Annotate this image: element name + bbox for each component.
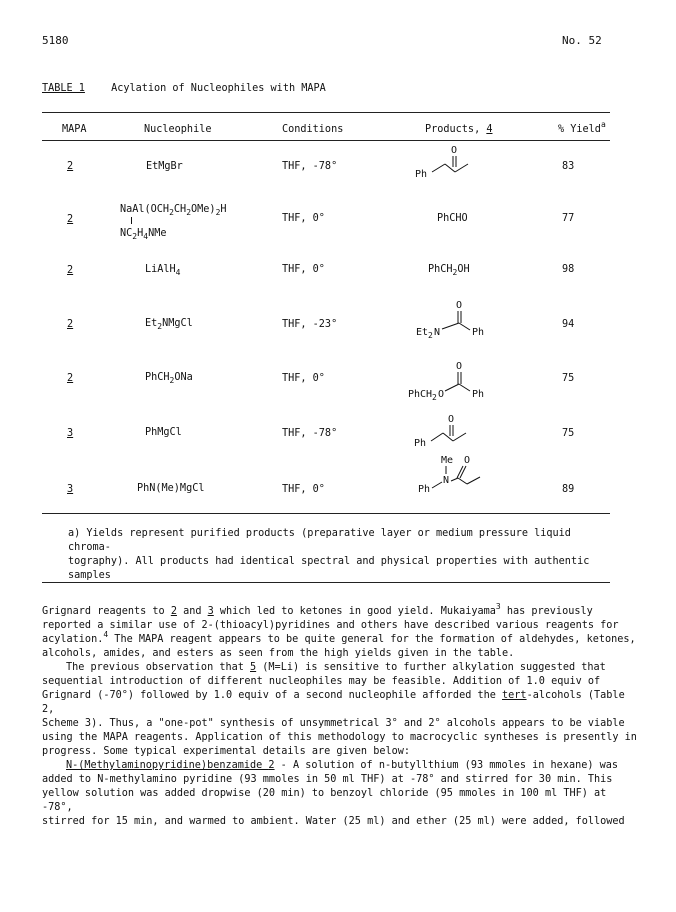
row-6-conditions: THF, -78° [282, 428, 338, 439]
reference-mark: 4 [103, 630, 109, 639]
row-1-product-label-o: O [451, 145, 458, 156]
table-title: Acylation of Nucleophiles with MAPA [111, 83, 326, 94]
text-run: and [176, 606, 208, 617]
row-7-nucleophile: PhN(Me)MgCl [137, 483, 205, 494]
row-6-product-structure [412, 411, 492, 451]
footnote-rule [42, 582, 610, 583]
row-2-nuc-sub: 2 [169, 208, 174, 217]
compound-number: 5 [250, 662, 257, 673]
row-5-nuc-part: ONa [174, 372, 193, 383]
yield-footnote-mark: a [600, 120, 606, 129]
row-7-mapa: 3 [67, 484, 74, 495]
row-4-product-label-sub: 2 [428, 331, 433, 340]
table-header-rule [42, 140, 610, 141]
row-1-product-structure [410, 142, 490, 182]
row-2-product: PhCHO [437, 213, 468, 224]
row-1-conditions: THF, -78° [282, 161, 338, 172]
column-header-yield [558, 120, 606, 137]
row-2-nuc-part: H [137, 228, 144, 239]
text-run: Grignard reagents to [42, 606, 171, 617]
row-1-nucleophile: EtMgBr [146, 161, 183, 172]
row-3-prod-sub: 2 [452, 268, 458, 277]
row-3-mapa: 2 [67, 265, 74, 276]
row-4-product-label-ph: Ph [472, 327, 485, 338]
emphasis-text: N-(Methylaminopyridine)benzamide [66, 760, 269, 771]
text-run: has previously reported a similar use of 2-(thioacyl)pyridines and others have described various reagents for acylation. [42, 606, 619, 645]
row-6-nucleophile: PhMgCl [145, 427, 182, 438]
text-run: The MAPA reagent appears to be quite general for the formation of aldehydes, ketones, alcohols, amides, and esters as seen from the high yields given in the table. [42, 634, 636, 659]
row-2-nuc-part: NC [120, 228, 133, 239]
emphasis-text: tert [502, 690, 527, 701]
row-4-product-label-et: Et [416, 327, 429, 338]
row-6-product-label-o: O [448, 414, 455, 425]
row-3-prod-part: PhCH [428, 264, 453, 275]
row-7-product-label-me: Me [441, 455, 454, 466]
row-7-product-structure [412, 452, 502, 498]
row-7-yield: 89 [562, 484, 575, 495]
row-6-yield: 75 [562, 428, 575, 439]
row-2-nuc-sub: 4 [143, 232, 149, 241]
row-2-nuc-part: OMe) [191, 204, 216, 215]
row-5-product-structure [408, 358, 508, 400]
row-5-product-label-o: O [456, 361, 463, 372]
row-4-product-label-n: N [434, 327, 441, 338]
products-header-text: Products, [425, 124, 487, 135]
paragraph-1 [42, 602, 642, 661]
table-label: TABLE 1 [42, 83, 85, 94]
column-header-products [425, 123, 492, 137]
row-3-product [428, 263, 470, 277]
row-2-nucleophile [120, 203, 227, 241]
column-header-nucleophile: Nucleophile [144, 124, 212, 135]
body-text [42, 602, 642, 829]
table-bottom-rule [42, 513, 610, 514]
row-1-yield: 83 [562, 161, 575, 172]
row-4-nucleophile [145, 317, 193, 331]
row-4-yield: 94 [562, 319, 575, 330]
row-7-product-label-o: O [464, 455, 471, 466]
row-2-nuc-bond [131, 217, 132, 224]
row-5-product-label-phch: PhCH [408, 389, 433, 400]
compound-number: 2 [268, 760, 275, 771]
table-caption [42, 82, 326, 96]
row-4-nuc-part: NMgCl [162, 318, 193, 329]
row-7-product-label-ph: Ph [418, 484, 431, 495]
row-3-nuc-part: LiAlH [145, 264, 176, 275]
row-2-nuc-part: H [220, 204, 227, 215]
table-top-rule [42, 112, 610, 113]
row-5-product-label-sub: 2 [432, 393, 437, 402]
compound-number: 2 [170, 606, 177, 617]
row-3-nucleophile [145, 263, 181, 277]
text-run: (M=Li) is sensitive to further alkylation suggested that sequential introduction of different nucleophiles may be feasible. Addition of 1.0 equiv of Grignard (-70°) followed by 1.0 equiv of a second nucleophile afforded the [42, 662, 606, 701]
row-4-mapa: 2 [67, 319, 74, 330]
row-7-product-label-n: N [443, 475, 450, 486]
paragraph-2 [42, 661, 642, 759]
row-2-nuc-part: CH [173, 204, 187, 215]
row-3-conditions: THF, 0° [282, 264, 325, 275]
row-4-nuc-part: Et [145, 318, 158, 329]
row-3-nuc-sub: 4 [175, 268, 181, 277]
issue-number: No. 52 [562, 34, 602, 47]
row-5-nuc-part: PhCH [145, 372, 170, 383]
row-2-yield: 77 [562, 213, 575, 224]
row-2-conditions: THF, 0° [282, 213, 325, 224]
row-4-conditions: THF, -23° [282, 319, 338, 330]
text-run: The previous observation that [66, 662, 251, 673]
row-2-nuc-part: NaAl(OCH [120, 204, 170, 215]
compound-number: 3 [207, 606, 214, 617]
row-6-product-label-ph: Ph [414, 438, 427, 449]
row-1-product-label-ph: Ph [415, 169, 428, 180]
row-3-yield: 98 [562, 264, 575, 275]
row-5-nuc-sub: 2 [169, 376, 175, 385]
reference-mark: 3 [495, 602, 501, 611]
row-2-nuc-part: NMe [148, 228, 167, 239]
page-number: 5180 [42, 34, 69, 47]
row-5-yield: 75 [562, 373, 575, 384]
yield-header-text: % Yield [558, 124, 601, 135]
column-header-conditions: Conditions [282, 124, 344, 135]
text-run: -alcohols (Table 2, Scheme 3). Thus, a "one-pot" synthesis of unsymmetrical 3° and 2° alcohols appears to be viable using the MAPA reagents. Application of this methodology to macrocyclic syntheses is presently in progress. Some typical experimental details are given below: [42, 690, 637, 757]
row-2-nuc-sub: 2 [186, 208, 192, 217]
row-5-product-label-ph: Ph [472, 389, 485, 400]
row-4-product-structure [416, 297, 506, 339]
row-2-nuc-sub: 2 [132, 232, 138, 241]
row-2-mapa: 2 [67, 214, 74, 225]
row-5-product-label-o2: O [438, 389, 445, 400]
row-4-product-label-o: O [456, 300, 463, 311]
row-7-conditions: THF, 0° [282, 484, 325, 495]
column-header-mapa: MAPA [62, 124, 87, 135]
products-header-compound: 4 [486, 124, 493, 135]
row-6-mapa: 3 [67, 428, 74, 439]
row-1-mapa: 2 [67, 161, 74, 172]
text-run: - A solution of n-butyllthium (93 mmoles in hexane) was added to N-methylamino pyridine (93 mmoles in 50 ml THF) at -78° and stirred for 30 min. This yellow solution was added dropwise (20 min) to benzoyl chloride (95 mmoles in 100 ml THF) at -78°, stirred for 15 min, and warmed to ambient. Water (25 ml) and ether (25 ml) were added, followed [42, 760, 625, 827]
paragraph-3 [42, 759, 642, 829]
table-footnote: a) Yields represent purified products (preparative layer or medium pressure liquid chroma- tography). All products had identical spectral and physical properties with authentic samples [68, 528, 590, 581]
text-run: which led to ketones in good yield. Mukaiyama [213, 606, 496, 617]
row-2-nuc-sub: 2 [215, 208, 221, 217]
row-5-nucleophile [145, 371, 193, 385]
row-5-mapa: 2 [67, 373, 74, 384]
row-5-conditions: THF, 0° [282, 373, 325, 384]
row-4-nuc-sub: 2 [157, 322, 163, 331]
row-3-prod-part: OH [457, 264, 470, 275]
